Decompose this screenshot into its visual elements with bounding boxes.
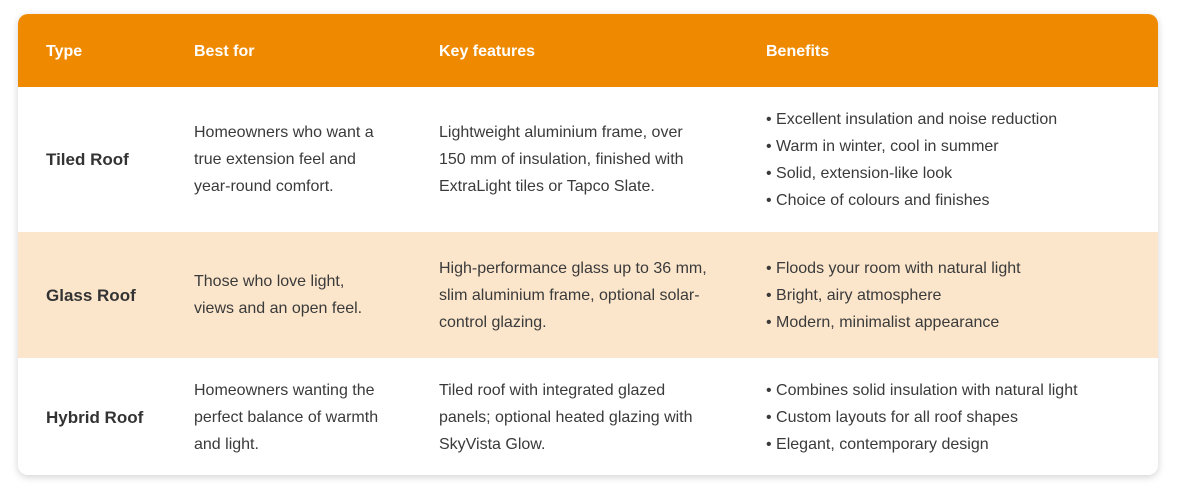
benefit-item: • Elegant, contemporary design	[766, 431, 1158, 458]
row-benefits	[766, 255, 1158, 336]
benefit-item: • Custom layouts for all roof shapes	[766, 404, 1158, 431]
table-row	[18, 358, 1158, 475]
row-type: Hybrid Roof	[46, 408, 144, 427]
header-best-for: Best for	[194, 43, 255, 60]
table-row	[18, 232, 1158, 358]
benefit-item: • Solid, extension-like look	[766, 160, 1158, 187]
benefit-item: • Excellent insulation and noise reduction	[766, 106, 1158, 133]
header-key-features: Key features	[439, 43, 536, 60]
row-best-for: Homeowners who want a true extension feel and year-round comfort.	[194, 124, 374, 195]
benefit-item: • Combines solid insulation with natural light	[766, 377, 1158, 404]
benefits-list	[766, 255, 1158, 336]
benefit-item: • Choice of colours and finishes	[766, 187, 1158, 214]
header-type: Type	[46, 43, 83, 60]
benefits-list	[766, 106, 1158, 214]
benefit-item: • Floods your room with natural light	[766, 255, 1158, 282]
row-type: Glass Roof	[46, 285, 136, 305]
header-benefits: Benefits	[766, 43, 830, 60]
row-benefits	[766, 375, 1158, 458]
row-best-for: Homeowners wanting the perfect balance of warmth and light.	[194, 382, 379, 453]
row-type: Tiled Roof	[46, 150, 129, 169]
table-row	[18, 87, 1158, 232]
benefit-item: • Warm in winter, cool in summer	[766, 133, 1158, 160]
roof-comparison-table	[18, 14, 1158, 475]
table-header-row	[18, 14, 1158, 87]
benefit-item: • Modern, minimalist appearance	[766, 309, 1158, 336]
row-key-features: High-performance glass up to 36 mm, slim aluminium frame, optional solar-control glazing.	[439, 259, 707, 331]
row-key-features: Lightweight aluminium frame, over 150 mm of insulation, finished with ExtraLight tiles or Tapco Slate.	[439, 124, 684, 195]
row-best-for: Those who love light, views and an open feel.	[194, 273, 363, 317]
benefits-list	[766, 377, 1158, 458]
row-benefits	[766, 106, 1158, 214]
benefit-item: • Bright, airy atmosphere	[766, 282, 1158, 309]
row-key-features: Tiled roof with integrated glazed panels; optional heated glazing with SkyVista Glow.	[439, 382, 693, 453]
